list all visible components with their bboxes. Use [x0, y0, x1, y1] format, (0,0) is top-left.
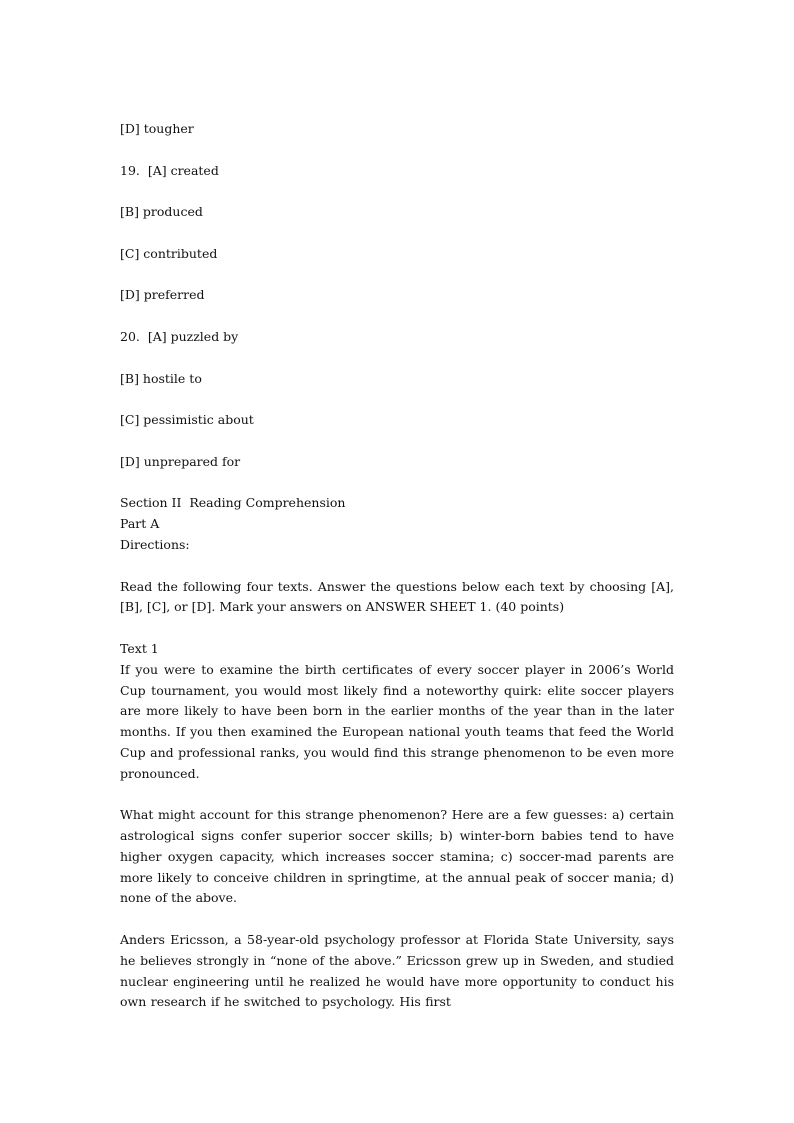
answer-options [120, 119, 674, 493]
option-20-b: [B] hostile to [120, 370, 202, 386]
text-1 [120, 639, 674, 1013]
text-1-paragraph-2: What might account for this strange phenomenon? Here are a few guesses: a) certain astrological signs confer superior soccer skills; b) winter-born babies tend to have higher oxygen capacity, which increases soccer stamina; c) soccer-mad parents are more likely to conceive children in springtime, at the annual peak of soccer mania; d) none of the above. [120, 807, 674, 906]
option-19-c: [C] contributed [120, 245, 218, 261]
text-1-heading: Text 1 [120, 640, 159, 656]
option-20-a: 20. [A] puzzled by [120, 328, 239, 344]
directions-text: Read the following four texts. Answer the questions below each text by choosing [A], [B], [C], or [D]. Mark your answers on ANSWER SHEET 1. (40 points) [120, 578, 674, 615]
option-20-c: [C] pessimistic about [120, 412, 254, 428]
section-header [120, 493, 674, 639]
text-1-paragraph-1: If you were to examine the birth certificates of every soccer player in 2006’s World Cup tournament, you would most likely find a noteworthy quirk: elite soccer players are more likely to have been born in the earlier months of the year than in the later months. If you then examined the European national youth teams that feed the World Cup and professional ranks, you would find this strange phenomenon to be even more pronounced. [120, 661, 674, 781]
option-19-d: [D] preferred [120, 287, 205, 303]
section-title: Section II Reading Comprehension [120, 495, 346, 511]
document-page [120, 119, 674, 1013]
option-19-b: [B] produced [120, 204, 203, 220]
option-20-d: [D] unprepared for [120, 453, 241, 469]
text-1-paragraph-3: Anders Ericsson, a 58-year-old psychology professor at Florida State University, says he believes strongly in “none of the above.” Ericsson grew up in Sweden, and studied nuclear engineering until he realized he would have more opportunity to conduct his own research if he switched to psychology. His first [120, 932, 674, 1010]
option-18-d: [D] tougher [120, 121, 194, 136]
directions-label: Directions: [120, 536, 190, 552]
option-19-a: 19. [A] created [120, 162, 219, 178]
part-label: Part A [120, 516, 160, 532]
